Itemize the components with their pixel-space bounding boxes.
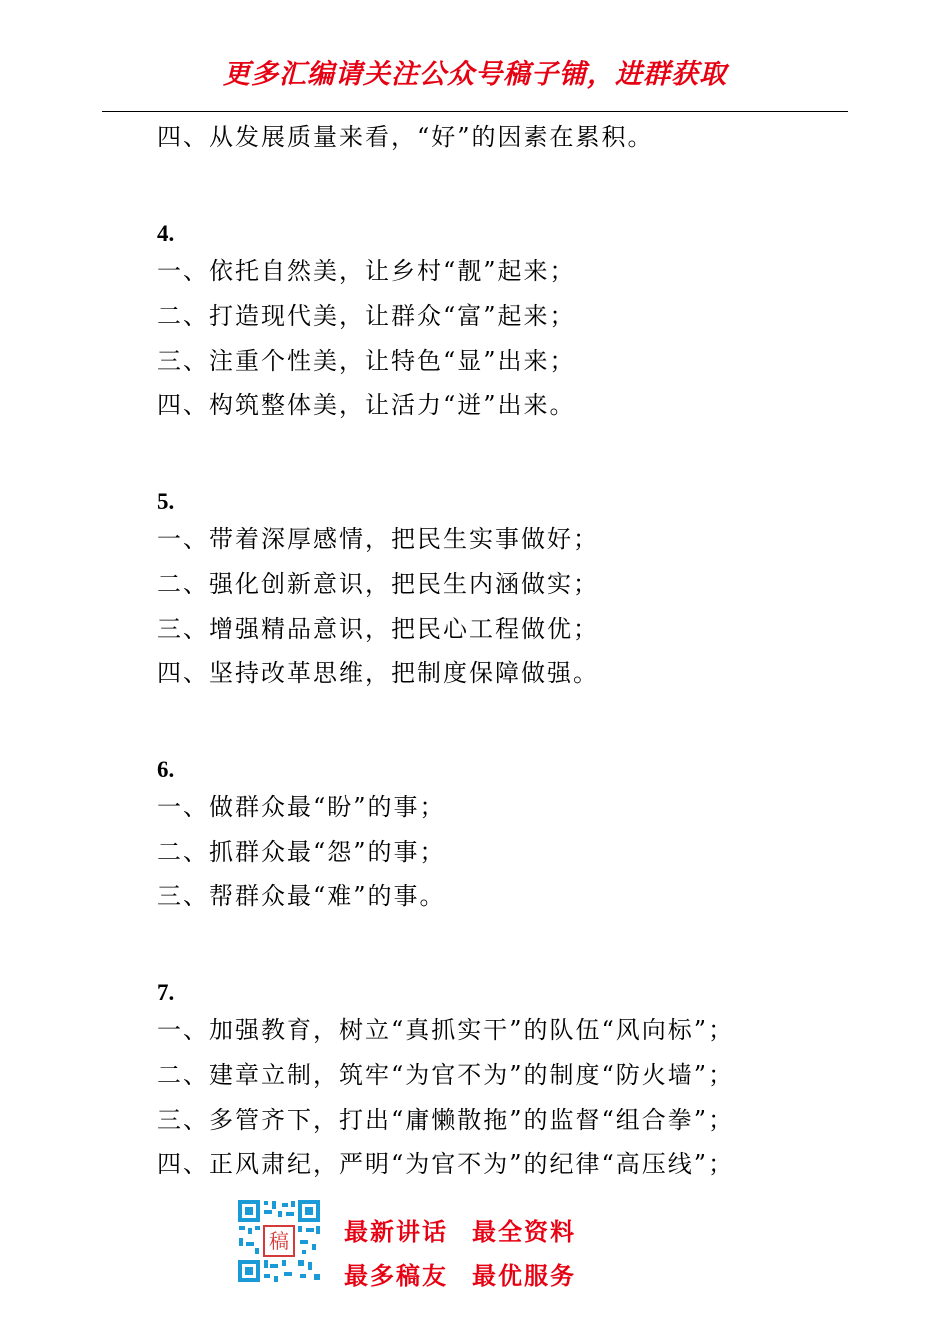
text-line: 一、加强教育，树立“真抓实干”的队伍“风向标”； (157, 1016, 735, 1044)
text-line: 三、注重个性美，让特色“显”出来； (157, 347, 576, 375)
text-line: 二、强化创新意识，把民生内涵做实； (157, 570, 599, 598)
text-line: 一、依托自然美，让乡村“靓”起来； (157, 257, 576, 285)
section-number: 6. (157, 757, 175, 782)
qr-code-icon (236, 1198, 322, 1284)
text-line: 二、建章立制，筑牢“为官不为”的制度“防火墙”； (157, 1061, 735, 1089)
text-line: 二、抓群众最“怨”的事； (157, 838, 446, 866)
text-line: 三、增强精品意识，把民心工程做优； (157, 615, 599, 643)
text-line: 三、多管齐下，打出“庸懒散拖”的监督“组合拳”； (157, 1106, 735, 1134)
text-line: 四、坚持改革思维，把制度保障做强。 (157, 659, 599, 687)
text-line: 二、打造现代美，让群众“富”起来； (157, 302, 576, 330)
qr-center-char: 稿 (269, 1229, 289, 1253)
promo-text: 最新讲话 (344, 1218, 448, 1246)
text-line: 一、做群众最“盼”的事； (157, 793, 446, 821)
promo-text: 最多稿友 (344, 1262, 448, 1290)
section-number: 7. (157, 980, 175, 1005)
text-line: 一、带着深厚感情，把民生实事做好； (157, 525, 599, 553)
promo-text: 最全资料 (472, 1218, 576, 1246)
header-banner: 更多汇编请关注公众号稿子铺，进群获取 (223, 59, 727, 90)
text-line: 四、正风肃纪，严明“为官不为”的纪律“高压线”； (157, 1150, 735, 1178)
text-line: 四、构筑整体美，让活力“迸”出来。 (157, 391, 576, 419)
section-number: 5. (157, 489, 175, 514)
promo-text: 最优服务 (472, 1262, 576, 1290)
section-number: 4. (157, 221, 175, 246)
text-line: 四、从发展质量来看，“好”的因素在累积。 (157, 123, 654, 151)
text-line: 三、帮群众最“难”的事。 (157, 882, 446, 910)
header-divider (102, 111, 848, 112)
